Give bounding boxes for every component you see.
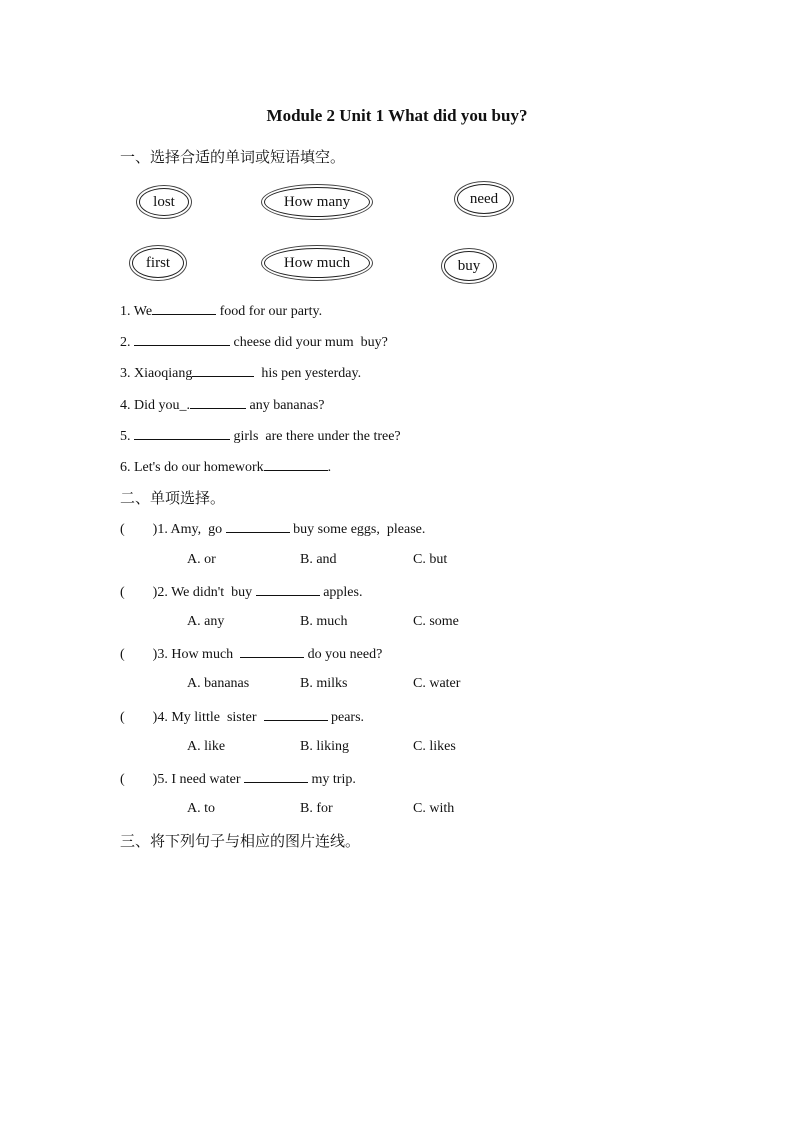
answer-paren[interactable]: ( ) [120,585,158,600]
option-c[interactable]: C. some [413,614,459,629]
fill-item-2: 2. cheese did your mum buy? [120,335,388,350]
page-title: Module 2 Unit 1 What did you buy? [266,106,528,125]
option-a[interactable]: A. or [187,552,216,567]
answer-blank[interactable] [192,364,254,377]
option-a[interactable]: A. like [187,739,226,754]
option-c[interactable]: C. water [413,676,461,691]
fill-item-1: 1. We food for our party. [120,304,323,319]
option-a[interactable]: A. bananas [187,676,250,691]
option-a[interactable]: A. any [187,614,225,629]
section1-heading: 一、选择合适的单词或短语填空。 [120,148,346,166]
answer-blank[interactable] [264,458,328,471]
option-a[interactable]: A. to [187,801,215,816]
option-c[interactable]: C. but [413,552,448,567]
option-b[interactable]: B. liking [300,739,350,754]
word-badge-how-many: How many [264,187,370,217]
choice-question-5: ( )5. I need water my trip. [120,772,356,787]
option-c[interactable]: C. with [413,801,455,816]
answer-blank[interactable] [152,302,216,315]
word-badge-buy: buy [444,251,494,281]
fill-item-5: 5. girls are there under the tree? [120,429,401,444]
answer-blank[interactable] [190,396,246,409]
section3-heading: 三、将下列句子与相应的图片连线。 [120,832,361,850]
answer-blank[interactable] [244,770,308,783]
option-b[interactable]: B. for [300,801,333,816]
word-badge-need: need [457,184,511,214]
option-b[interactable]: B. much [300,614,348,629]
answer-paren[interactable]: ( ) [120,710,158,725]
answer-blank[interactable] [256,583,320,596]
choice-question-2: ( )2. We didn't buy apples. [120,585,363,600]
word-badge-lost: lost [139,188,189,216]
section2-heading: 二、单项选择。 [120,489,226,507]
answer-blank[interactable] [240,645,304,658]
answer-blank[interactable] [264,708,328,721]
option-c[interactable]: C. likes [413,739,456,754]
choice-question-1: ( )1. Amy, go buy some eggs, please. [120,522,426,537]
option-b[interactable]: B. and [300,552,337,567]
fill-item-4: 4. Did you_. any bananas? [120,398,325,413]
answer-blank[interactable] [134,427,230,440]
choice-question-4: ( )4. My little sister pears. [120,710,365,725]
fill-item-6: 6. Let's do our homework . [120,460,332,475]
fill-item-3: 3. Xiaoqiang his pen yesterday. [120,366,362,381]
option-b[interactable]: B. milks [300,676,348,691]
word-badge-first: first [132,248,184,278]
answer-paren[interactable]: ( ) [120,772,158,787]
answer-paren[interactable]: ( ) [120,647,158,662]
answer-paren[interactable]: ( ) [120,522,158,537]
answer-blank[interactable] [226,520,290,533]
answer-blank[interactable] [134,333,230,346]
word-badge-how-much: How much [264,248,370,278]
choice-question-3: ( )3. How much do you need? [120,647,383,662]
